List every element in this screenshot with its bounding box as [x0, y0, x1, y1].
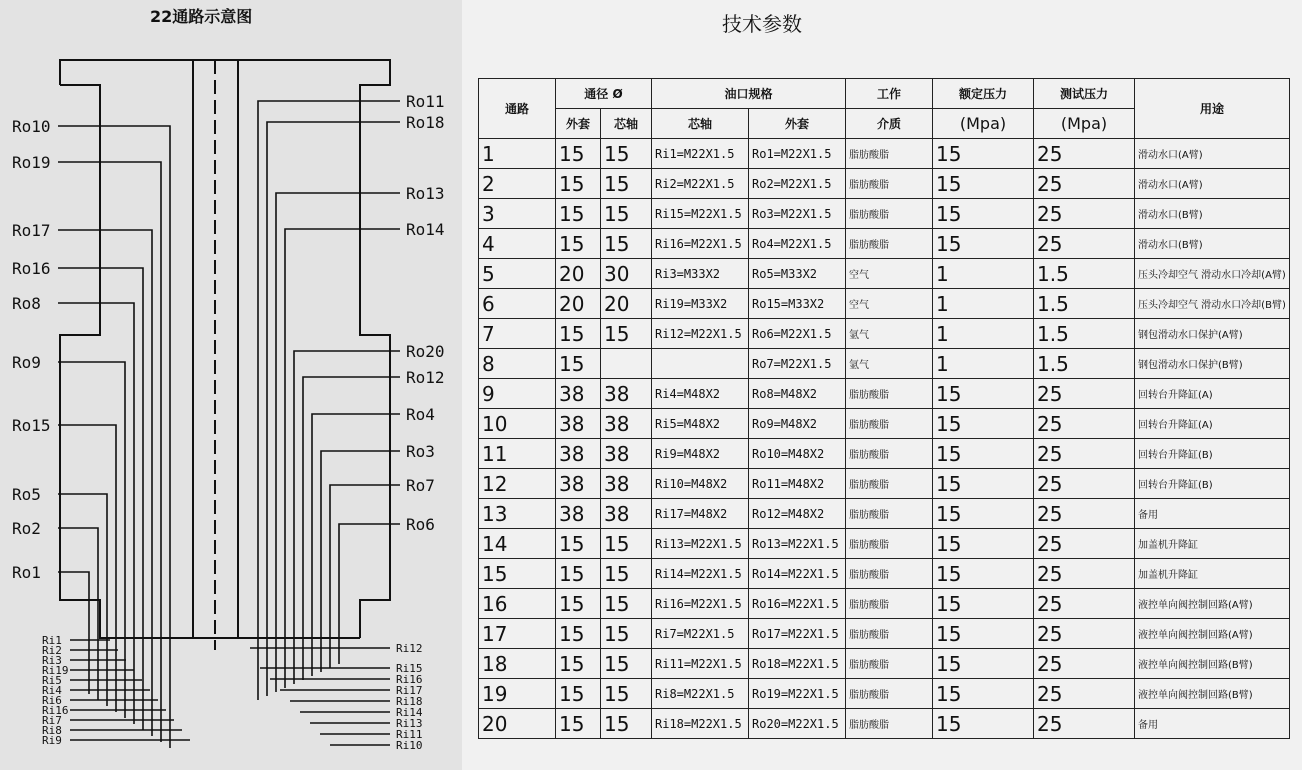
port-label-right: Ro12	[406, 368, 445, 387]
usage-cell: 备用	[1135, 709, 1290, 739]
rated-cell: 15	[933, 589, 1034, 619]
inlet-label-left: Ri1	[42, 634, 62, 647]
inlet-label-left: Ri5	[42, 674, 62, 687]
port-label-right: Ro3	[406, 442, 435, 461]
test-cell: 25	[1034, 169, 1135, 199]
test-cell: 25	[1034, 679, 1135, 709]
header-port-core: 芯轴	[652, 109, 749, 139]
port-core-cell	[652, 349, 749, 379]
schematic-panel	[0, 0, 462, 770]
inlet-label-left: Ri9	[42, 734, 62, 747]
port-core-cell: Ri18=M22X1.5	[652, 709, 749, 739]
parameter-title: 技术参数	[722, 12, 802, 36]
route-cell: 7	[479, 319, 556, 349]
route-cell: 4	[479, 229, 556, 259]
inlet-label-left: Ri7	[42, 714, 62, 727]
connection-line	[294, 351, 400, 684]
route-cell: 11	[479, 439, 556, 469]
route-cell: 12	[479, 469, 556, 499]
usage-cell: 加盖机升降缸	[1135, 559, 1290, 589]
medium-cell: 脂肪酸脂	[846, 139, 933, 169]
test-cell: 25	[1034, 709, 1135, 739]
outer-cell: 15	[556, 649, 601, 679]
medium-cell: 脂肪酸脂	[846, 499, 933, 529]
usage-cell: 滑动水口(A臂)	[1135, 139, 1290, 169]
port-outer-cell: Ro20=M22X1.5	[749, 709, 846, 739]
port-label-left: Ro1	[12, 563, 41, 582]
parameter-panel	[462, 0, 1302, 770]
port-label-right: Ro6	[406, 515, 435, 534]
core-cell: 38	[601, 409, 652, 439]
outer-cell: 15	[556, 349, 601, 379]
outer-cell: 20	[556, 289, 601, 319]
test-cell: 25	[1034, 199, 1135, 229]
header-test-unit: (Mpa)	[1034, 109, 1135, 139]
route-cell: 16	[479, 589, 556, 619]
core-cell: 15	[601, 619, 652, 649]
port-label-left: Ro2	[12, 519, 41, 538]
header-core: 芯轴	[601, 109, 652, 139]
header-rated-top: 额定压力	[933, 79, 1034, 109]
port-core-cell: Ri16=M22X1.5	[652, 229, 749, 259]
test-cell: 25	[1034, 619, 1135, 649]
inlet-label-right: Ri13	[396, 717, 423, 730]
medium-cell: 脂肪酸脂	[846, 409, 933, 439]
core-cell: 15	[601, 529, 652, 559]
connection-line	[258, 101, 400, 700]
route-cell: 18	[479, 649, 556, 679]
route-cell: 13	[479, 499, 556, 529]
route-cell: 8	[479, 349, 556, 379]
port-label-left: Ro16	[12, 259, 51, 278]
inlet-label-left: Ri3	[42, 654, 62, 667]
core-cell: 30	[601, 259, 652, 289]
port-outer-cell: Ro5=M33X2	[749, 259, 846, 289]
medium-cell: 脂肪酸脂	[846, 229, 933, 259]
rated-cell: 15	[933, 409, 1034, 439]
outer-cell: 15	[556, 679, 601, 709]
port-label-right: Ro20	[406, 342, 445, 361]
outer-cell: 15	[556, 199, 601, 229]
outer-cell: 15	[556, 319, 601, 349]
route-cell: 1	[479, 139, 556, 169]
port-outer-cell: Ro10=M48X2	[749, 439, 846, 469]
port-outer-cell: Ro17=M22X1.5	[749, 619, 846, 649]
outer-cell: 38	[556, 409, 601, 439]
inlet-label-left: Ri6	[42, 694, 62, 707]
usage-cell: 压头冷却空气 滑动水口冷却(A臂)	[1135, 259, 1290, 289]
port-core-cell: Ri8=M22X1.5	[652, 679, 749, 709]
usage-cell: 压头冷却空气 滑动水口冷却(B臂)	[1135, 289, 1290, 319]
test-cell: 25	[1034, 559, 1135, 589]
route-cell: 19	[479, 679, 556, 709]
rated-cell: 15	[933, 139, 1034, 169]
table-row	[479, 649, 1290, 679]
schematic-title: 22通路示意图	[150, 7, 253, 26]
test-cell: 25	[1034, 589, 1135, 619]
rated-cell: 15	[933, 379, 1034, 409]
outer-cell: 15	[556, 619, 601, 649]
port-core-cell: Ri13=M22X1.5	[652, 529, 749, 559]
port-outer-cell: Ro4=M22X1.5	[749, 229, 846, 259]
port-core-cell: Ri19=M33X2	[652, 289, 749, 319]
core-cell: 15	[601, 649, 652, 679]
body-outline-right	[60, 60, 390, 638]
table-row	[479, 619, 1290, 649]
port-label-right: Ro18	[406, 113, 445, 132]
inlet-label-right: Ri11	[396, 728, 423, 741]
core-cell: 38	[601, 439, 652, 469]
usage-cell: 回转台升降缸(A)	[1135, 409, 1290, 439]
test-cell: 1.5	[1034, 259, 1135, 289]
rated-cell: 15	[933, 439, 1034, 469]
header-usage: 用途	[1135, 79, 1290, 139]
port-outer-cell: Ro19=M22X1.5	[749, 679, 846, 709]
inlet-label-right: Ri10	[396, 739, 423, 752]
port-outer-cell: Ro14=M22X1.5	[749, 559, 846, 589]
table-row	[479, 679, 1290, 709]
rated-cell: 1	[933, 259, 1034, 289]
outer-cell: 15	[556, 139, 601, 169]
port-label-right: Ro7	[406, 476, 435, 495]
rated-cell: 15	[933, 469, 1034, 499]
table-row	[479, 199, 1290, 229]
port-outer-cell: Ro15=M33X2	[749, 289, 846, 319]
table-row	[479, 379, 1290, 409]
port-core-cell: Ri4=M48X2	[652, 379, 749, 409]
header-medium-bottom: 介质	[846, 109, 933, 139]
outer-cell: 20	[556, 259, 601, 289]
test-cell: 25	[1034, 439, 1135, 469]
port-outer-cell: Ro11=M48X2	[749, 469, 846, 499]
table-row	[479, 139, 1290, 169]
usage-cell: 回转台升降缸(A)	[1135, 379, 1290, 409]
usage-cell: 钢包滑动水口保护(B臂)	[1135, 349, 1290, 379]
inlet-label-right: Ri18	[396, 695, 423, 708]
outer-cell: 15	[556, 529, 601, 559]
port-core-cell: Ri7=M22X1.5	[652, 619, 749, 649]
test-cell: 1.5	[1034, 319, 1135, 349]
port-core-cell: Ri10=M48X2	[652, 469, 749, 499]
rated-cell: 1	[933, 319, 1034, 349]
port-label-right: Ro4	[406, 405, 435, 424]
usage-cell: 回转台升降缸(B)	[1135, 469, 1290, 499]
test-cell: 1.5	[1034, 289, 1135, 319]
port-outer-cell: Ro16=M22X1.5	[749, 589, 846, 619]
rated-cell: 15	[933, 229, 1034, 259]
rated-cell: 15	[933, 679, 1034, 709]
test-cell: 25	[1034, 529, 1135, 559]
port-label-left: Ro10	[12, 117, 51, 136]
port-label-left: Ro15	[12, 416, 51, 435]
rated-cell: 1	[933, 349, 1034, 379]
medium-cell: 脂肪酸脂	[846, 559, 933, 589]
port-outer-cell: Ro13=M22X1.5	[749, 529, 846, 559]
core-cell: 15	[601, 319, 652, 349]
connection-line	[267, 122, 400, 696]
medium-cell: 脂肪酸脂	[846, 469, 933, 499]
test-cell: 25	[1034, 469, 1135, 499]
rated-cell: 15	[933, 169, 1034, 199]
rated-cell: 15	[933, 529, 1034, 559]
usage-cell: 液控单向阀控制回路(B臂)	[1135, 679, 1290, 709]
test-cell: 25	[1034, 379, 1135, 409]
port-label-left: Ro19	[12, 153, 51, 172]
rated-cell: 15	[933, 499, 1034, 529]
medium-cell: 空气	[846, 259, 933, 289]
outer-cell: 38	[556, 499, 601, 529]
outer-cell: 15	[556, 229, 601, 259]
header-port-outer: 外套	[749, 109, 846, 139]
core-cell: 20	[601, 289, 652, 319]
port-core-cell: Ri12=M22X1.5	[652, 319, 749, 349]
port-outer-cell: Ro12=M48X2	[749, 499, 846, 529]
route-cell: 2	[479, 169, 556, 199]
schematic-drawing	[0, 0, 462, 770]
port-outer-cell: Ro6=M22X1.5	[749, 319, 846, 349]
header-outer: 外套	[556, 109, 601, 139]
core-cell: 15	[601, 199, 652, 229]
port-core-cell: Ri14=M22X1.5	[652, 559, 749, 589]
medium-cell: 脂肪酸脂	[846, 379, 933, 409]
usage-cell: 滑动水口(A臂)	[1135, 169, 1290, 199]
rated-cell: 15	[933, 559, 1034, 589]
core-cell: 15	[601, 229, 652, 259]
port-outer-cell: Ro18=M22X1.5	[749, 649, 846, 679]
medium-cell: 脂肪酸脂	[846, 619, 933, 649]
port-outer-cell: Ro2=M22X1.5	[749, 169, 846, 199]
table-row	[479, 229, 1290, 259]
test-cell: 25	[1034, 499, 1135, 529]
core-cell: 15	[601, 679, 652, 709]
port-core-cell: Ri9=M48X2	[652, 439, 749, 469]
test-cell: 25	[1034, 139, 1135, 169]
usage-cell: 液控单向阀控制回路(B臂)	[1135, 649, 1290, 679]
inlet-label-left: Ri4	[42, 684, 62, 697]
core-cell: 38	[601, 499, 652, 529]
inlet-label-right: Ri17	[396, 684, 423, 697]
header-diameter: 通径 Ø	[556, 79, 652, 109]
usage-cell: 备用	[1135, 499, 1290, 529]
medium-cell: 脂肪酸脂	[846, 169, 933, 199]
header-medium-top: 工作	[846, 79, 933, 109]
table-row	[479, 259, 1290, 289]
test-cell: 25	[1034, 229, 1135, 259]
table-row	[479, 529, 1290, 559]
table-row	[479, 319, 1290, 349]
port-core-cell: Ri11=M22X1.5	[652, 649, 749, 679]
port-label-right: Ro11	[406, 92, 445, 111]
rated-cell: 1	[933, 289, 1034, 319]
rated-cell: 15	[933, 709, 1034, 739]
route-cell: 20	[479, 709, 556, 739]
connection-line	[58, 162, 161, 742]
inlet-label-left: Ri2	[42, 644, 62, 657]
medium-cell: 空气	[846, 289, 933, 319]
port-core-cell: Ri2=M22X1.5	[652, 169, 749, 199]
header-rated-unit: (Mpa)	[933, 109, 1034, 139]
header-test-top: 测试压力	[1034, 79, 1135, 109]
core-cell: 15	[601, 589, 652, 619]
usage-cell: 液控单向阀控制回路(A臂)	[1135, 589, 1290, 619]
usage-cell: 滑动水口(B臂)	[1135, 199, 1290, 229]
test-cell: 1.5	[1034, 349, 1135, 379]
table-row	[479, 499, 1290, 529]
port-outer-cell: Ro8=M48X2	[749, 379, 846, 409]
route-cell: 14	[479, 529, 556, 559]
port-outer-cell: Ro3=M22X1.5	[749, 199, 846, 229]
core-cell: 38	[601, 379, 652, 409]
medium-cell: 脂肪酸脂	[846, 199, 933, 229]
test-cell: 25	[1034, 649, 1135, 679]
header-route: 通路	[479, 79, 556, 139]
header-port: 油口规格	[652, 79, 846, 109]
outer-cell: 38	[556, 469, 601, 499]
route-cell: 10	[479, 409, 556, 439]
route-cell: 17	[479, 619, 556, 649]
table-row	[479, 709, 1290, 739]
outer-cell: 15	[556, 559, 601, 589]
inlet-label-right: Ri15	[396, 662, 423, 675]
port-label-left: Ro17	[12, 221, 51, 240]
medium-cell: 脂肪酸脂	[846, 679, 933, 709]
test-cell: 25	[1034, 409, 1135, 439]
route-cell: 3	[479, 199, 556, 229]
port-core-cell: Ri16=M22X1.5	[652, 589, 749, 619]
usage-cell: 加盖机升降缸	[1135, 529, 1290, 559]
port-outer-cell: Ro9=M48X2	[749, 409, 846, 439]
medium-cell: 脂肪酸脂	[846, 439, 933, 469]
port-label-right: Ro13	[406, 184, 445, 203]
core-cell: 15	[601, 709, 652, 739]
inlet-label-right: Ri16	[396, 673, 423, 686]
outer-cell: 38	[556, 379, 601, 409]
medium-cell: 脂肪酸脂	[846, 589, 933, 619]
connection-line	[58, 126, 170, 748]
parameter-table	[478, 78, 1290, 739]
table-row	[479, 589, 1290, 619]
port-outer-cell: Ro7=M22X1.5	[749, 349, 846, 379]
usage-cell: 钢包滑动水口保护(A臂)	[1135, 319, 1290, 349]
usage-cell: 液控单向阀控制回路(A臂)	[1135, 619, 1290, 649]
core-cell: 15	[601, 139, 652, 169]
inlet-label-right: Ri12	[396, 642, 423, 655]
usage-cell: 滑动水口(B臂)	[1135, 229, 1290, 259]
port-label-left: Ro5	[12, 485, 41, 504]
connection-line	[312, 414, 400, 676]
rated-cell: 15	[933, 199, 1034, 229]
port-label-left: Ro9	[12, 353, 41, 372]
table-row	[479, 349, 1290, 379]
rated-cell: 15	[933, 649, 1034, 679]
core-cell: 15	[601, 559, 652, 589]
outer-cell: 38	[556, 439, 601, 469]
port-outer-cell: Ro1=M22X1.5	[749, 139, 846, 169]
port-core-cell: Ri5=M48X2	[652, 409, 749, 439]
port-core-cell: Ri15=M22X1.5	[652, 199, 749, 229]
port-label-left: Ro8	[12, 294, 41, 313]
usage-cell: 回转台升降缸(B)	[1135, 439, 1290, 469]
table-row	[479, 169, 1290, 199]
route-cell: 6	[479, 289, 556, 319]
table-row	[479, 289, 1290, 319]
inlet-label-left: Ri19	[42, 664, 69, 677]
core-cell: 15	[601, 169, 652, 199]
table-row	[479, 409, 1290, 439]
inlet-label-left: Ri8	[42, 724, 62, 737]
inlet-label-left: Ri16	[42, 704, 69, 717]
port-core-cell: Ri1=M22X1.5	[652, 139, 749, 169]
core-cell: 38	[601, 469, 652, 499]
port-core-cell: Ri17=M48X2	[652, 499, 749, 529]
route-cell: 15	[479, 559, 556, 589]
inlet-label-right: Ri14	[396, 706, 423, 719]
medium-cell: 脂肪酸脂	[846, 649, 933, 679]
route-cell: 9	[479, 379, 556, 409]
route-cell: 5	[479, 259, 556, 289]
medium-cell: 脂肪酸脂	[846, 709, 933, 739]
medium-cell: 脂肪酸脂	[846, 529, 933, 559]
rated-cell: 15	[933, 619, 1034, 649]
core-cell	[601, 349, 652, 379]
table-row	[479, 439, 1290, 469]
medium-cell: 氩气	[846, 319, 933, 349]
port-core-cell: Ri3=M33X2	[652, 259, 749, 289]
table-row	[479, 469, 1290, 499]
connection-line	[58, 303, 134, 724]
port-label-right: Ro14	[406, 220, 445, 239]
outer-cell: 15	[556, 589, 601, 619]
outer-cell: 15	[556, 169, 601, 199]
medium-cell: 氩气	[846, 349, 933, 379]
table-row	[479, 559, 1290, 589]
outer-cell: 15	[556, 709, 601, 739]
connection-line	[303, 377, 400, 680]
